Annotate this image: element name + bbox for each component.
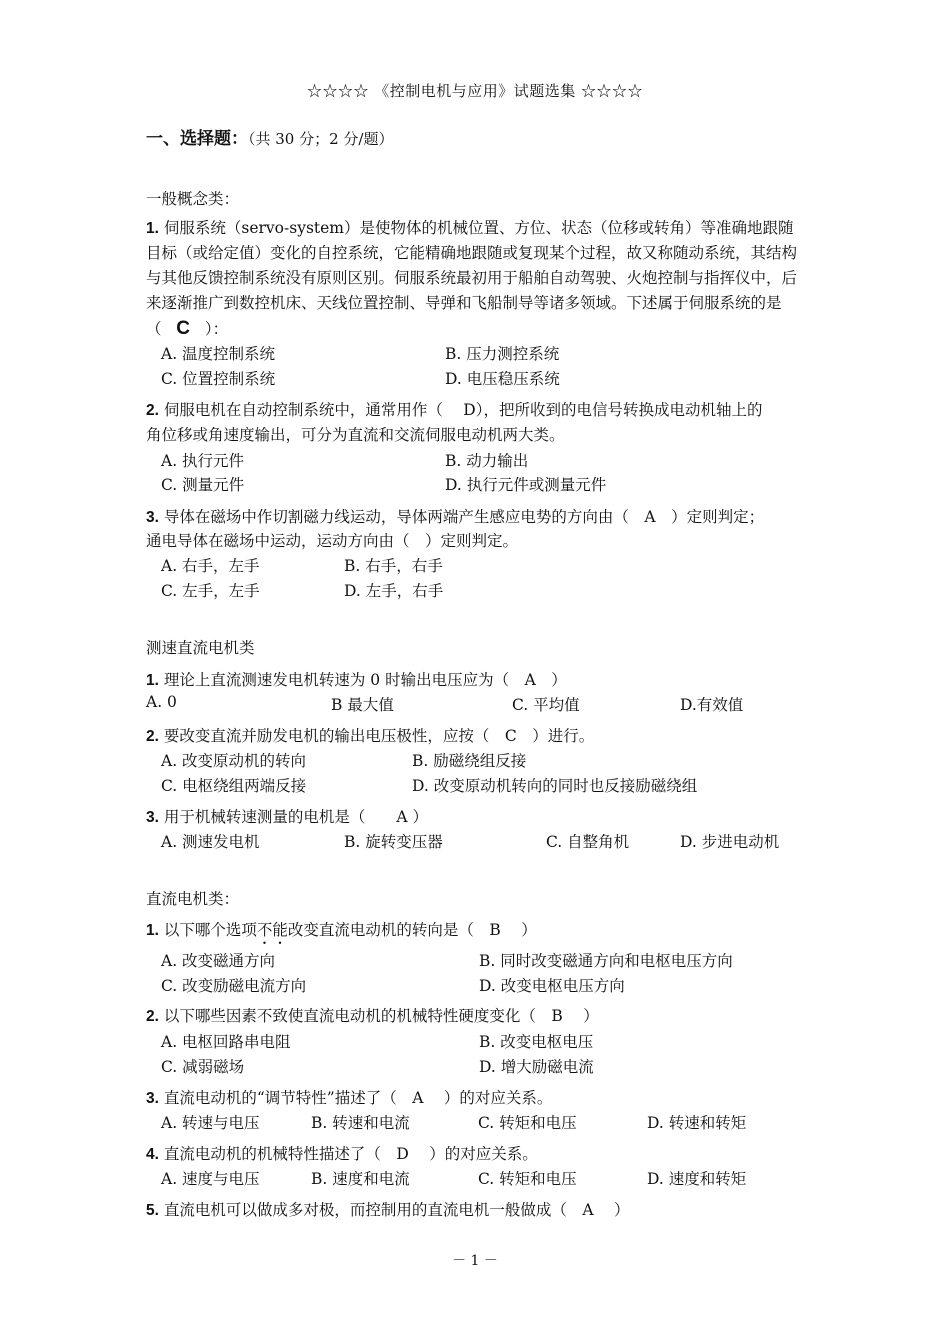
option-d: D. 电压稳压系统 — [445, 370, 560, 388]
question-general-2-cont: 角位移或角速度输出，可分为直流和交流伺服电动机两大类。 — [146, 426, 565, 444]
question-general-1 — [146, 216, 808, 342]
option-c: C. 测量元件 — [161, 476, 245, 494]
question-text: 直流电机可以做成多对极，而控制用的直流电机一般做成（ A ） — [163, 1201, 630, 1219]
question-general-3-cont: 通电导体在磁场中运动，运动方向由（ ）定则判定。 — [146, 532, 519, 550]
option-c: C. 转矩和电压 — [478, 1114, 577, 1132]
question-number: 2. — [146, 402, 159, 419]
option-b: B. 速度和电流 — [311, 1170, 410, 1188]
question-tacho-3 — [146, 805, 428, 827]
option-d: D. 步进电动机 — [680, 833, 780, 851]
option-c: C. 位置控制系统 — [161, 370, 276, 388]
section-heading — [146, 124, 394, 149]
section-title: 一、选择题： — [146, 129, 248, 149]
question-text: 要改变直流并励发电机的输出电压极性，应按（ C ）进行。 — [163, 727, 595, 745]
option-d: D. 增大励磁电流 — [479, 1058, 594, 1076]
option-b: B 最大值 — [331, 696, 394, 714]
question-dc-4 — [146, 1142, 538, 1164]
option-c: C. 减弱磁场 — [161, 1058, 245, 1076]
question-number: 3. — [146, 509, 159, 526]
question-dc-5 — [146, 1198, 630, 1220]
option-b: B. 励磁绕组反接 — [412, 752, 527, 770]
question-tacho-2 — [146, 724, 594, 746]
option-a: A. 转速与电压 — [161, 1114, 260, 1132]
option-a: A. 执行元件 — [161, 452, 245, 470]
question-dc-2 — [146, 1004, 599, 1026]
question-number: 1. — [146, 922, 159, 939]
question-number: 4. — [146, 1146, 159, 1163]
document-title: ☆☆☆☆ 《控制电机与应用》试题选集 ☆☆☆☆ — [306, 82, 644, 100]
question-text-end: 改变直流电动机的转向是（ B ） — [287, 921, 537, 939]
option-a: A. 改变原动机的转向 — [161, 752, 307, 770]
option-a: A. 温度控制系统 — [161, 345, 276, 363]
answer-mark: C — [176, 318, 191, 339]
question-text: 以下哪个选项 — [163, 921, 257, 939]
option-d: D. 左手，右手 — [344, 582, 444, 600]
option-b: B. 转速和电流 — [311, 1114, 410, 1132]
option-d: D. 改变原动机转向的同时也反接励磁绕组 — [412, 777, 698, 795]
page-number: － 1 － — [452, 1253, 498, 1269]
question-general-2 — [146, 398, 762, 420]
question-text: 导体在磁场中作切割磁力线运动，导体两端产生感应电势的方向由（ A ）定则判定； — [163, 508, 765, 526]
question-number: 5. — [146, 1202, 159, 1219]
option-a: A. 改变磁通方向 — [161, 952, 276, 970]
option-d: D. 执行元件或测量元件 — [445, 476, 607, 494]
option-c: C. 左手，左手 — [161, 582, 260, 600]
emphasis-text: 不能 — [256, 921, 288, 939]
option-b: B. 压力测控系统 — [445, 345, 560, 363]
option-b: B. 同时改变磁通方向和电枢电压方向 — [479, 952, 733, 970]
question-text: 伺服电机在自动控制系统中，通常用作（ D），把所收到的电信号转换成电动机轴上的 — [163, 401, 763, 419]
option-c: C. 平均值 — [512, 696, 580, 714]
option-a: A. 电枢回路串电阻 — [161, 1033, 291, 1051]
question-text-end: ）： — [204, 320, 229, 338]
option-b: B. 右手，右手 — [344, 557, 443, 575]
option-c: C. 转矩和电压 — [478, 1170, 577, 1188]
question-dc-3 — [146, 1086, 552, 1108]
question-dc-1 — [146, 918, 537, 948]
question-tacho-1 — [146, 668, 567, 690]
question-text: 用于机械转速测量的电机是（ A ） — [163, 808, 428, 826]
category-general: 一般概念类： — [146, 190, 240, 208]
question-text: 以下哪些因素不致使直流电动机的机械特性硬度变化（ B ） — [163, 1007, 599, 1025]
question-general-3 — [146, 505, 764, 527]
option-a: A. 测速发电机 — [161, 833, 260, 851]
option-b: B. 改变电枢电压 — [479, 1033, 594, 1051]
question-number: 1. — [146, 672, 159, 689]
option-d: D. 改变电枢电压方向 — [479, 977, 625, 995]
question-number: 2. — [146, 1008, 159, 1025]
section-points: （共 30 分；2 分/题） — [248, 130, 394, 148]
category-tacho: 测速直流电机类 — [146, 639, 255, 657]
question-text: 直流电动机的机械特性描述了（ D ）的对应关系。 — [163, 1145, 538, 1163]
option-c: C. 自整角机 — [546, 833, 630, 851]
option-d: D. 速度和转矩 — [647, 1170, 747, 1188]
option-c: C. 改变励磁电流方向 — [161, 977, 307, 995]
option-c: C. 电枢绕组两端反接 — [161, 777, 307, 795]
option-a: A. 右手，左手 — [161, 557, 260, 575]
question-text: 理论上直流测速发电机转速为 0 时输出电压应为（ A ） — [163, 671, 567, 689]
question-number: 1. — [146, 220, 159, 237]
question-text: 直流电动机的“调节特性”描述了（ A ）的对应关系。 — [163, 1089, 553, 1107]
question-number: 3. — [146, 809, 159, 826]
option-d: D.有效值 — [680, 696, 744, 714]
question-number: 2. — [146, 728, 159, 745]
option-a: A. 速度与电压 — [161, 1170, 260, 1188]
option-b: B. 动力输出 — [445, 452, 529, 470]
option-a: A. 0 — [146, 693, 177, 711]
question-text: 伺服系统（servo-system）是使物体的机械位置、方位、状态（位移或转角）等准确地跟随目标（或给定值）变化的自控系统，它能精确地跟随或复现某个过程，故又称随动系统，其结构与其他反馈控制系统没有原则区别。伺服系统最初用于船舶自动驾驶、火炮控制与指挥仪中，后来逐渐推广到数控机床、天线位置控制、导弹和飞船制导等诸多领域。下述属于伺服系统的是（ — [146, 219, 798, 338]
option-d: D. 转速和转矩 — [647, 1114, 747, 1132]
question-number: 3. — [146, 1090, 159, 1107]
option-b: B. 旋转变压器 — [344, 833, 443, 851]
category-dc: 直流电机类： — [146, 890, 240, 908]
